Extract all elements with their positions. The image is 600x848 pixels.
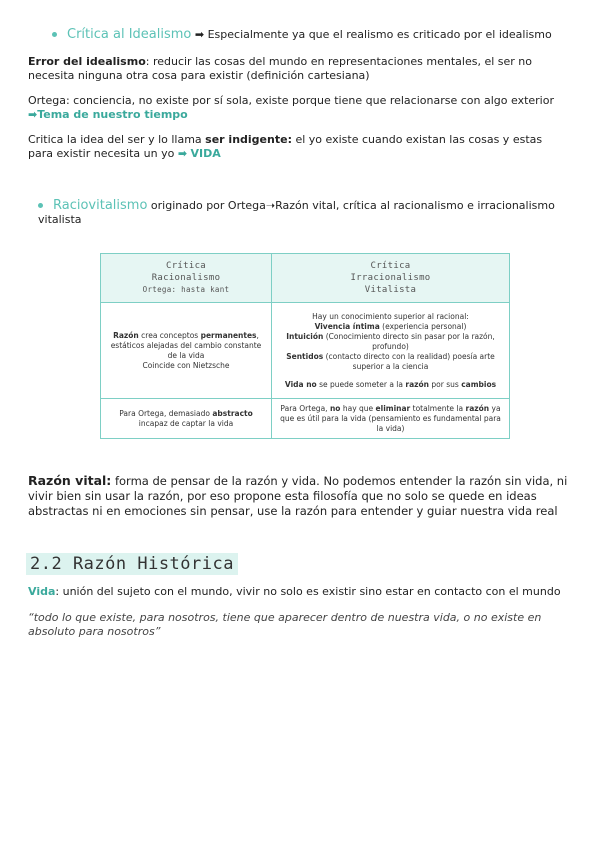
vida-text: : unión del sujeto con el mundo, vivir no solo es existir sino estar en contacto con el mundo [55, 585, 561, 598]
razon-label: Razón vital: [28, 473, 112, 488]
bullet-title: Crítica al Idealismo [67, 27, 192, 42]
cell-text: Hay un conocimiento superior al racional: [312, 311, 469, 321]
cell-bold: Vida no [284, 379, 317, 389]
table-row [101, 399, 510, 439]
ortega-link: Tema de nuestro tiempo [37, 108, 188, 121]
arrow-right-icon: ➡ [194, 28, 205, 41]
cell-text: totalmente la [412, 403, 464, 413]
ortega-text: Ortega: conciencia, no existe por sí sola, existe porque tiene que relacionarse con algo exterior [28, 94, 554, 107]
cell-text: incapaz de captar la vida [138, 418, 234, 428]
razon-text: forma de pensar de la razón y vida. No podemos entender la razón sin vida, ni vivir bien sin usar la razón, por eso propone esta filosofía que no solo se quede en ideas abstractas ni en emociones sin pensar, use la razón para entender y guiar nuestra vida real [28, 474, 568, 518]
bullet-text: originado por Ortega [150, 199, 266, 212]
bullet-dot [52, 32, 57, 37]
header-line: Ortega: hasta kant [142, 285, 230, 294]
bullet-title: Raciovitalismo [53, 198, 148, 213]
cell-text: (Conocimiento directo sin pasar por la razón, profundo) [325, 331, 495, 351]
table-cell [272, 399, 510, 439]
critica-paragraph [28, 133, 563, 161]
cell-text: (contacto directo con la realidad) poesía arte superior a la ciencia [325, 351, 495, 371]
error-label: Error del idealismo [28, 55, 146, 68]
header-line: Racionalismo [151, 273, 221, 283]
cell-text: Coincide con Nietzsche [142, 360, 230, 370]
cell-text: hay que [342, 403, 374, 413]
error-idealismo-paragraph [28, 55, 576, 83]
critica-vida: VIDA [190, 147, 221, 160]
critica-post: el yo existe cuando existan las cosas y estas para existir necesita un yo [28, 133, 543, 160]
table-cell [272, 303, 510, 399]
header-line: Crítica [165, 261, 207, 271]
criticas-table [100, 253, 510, 439]
cell-bold: cambios [461, 379, 497, 389]
section-title: 2.2 Razón Histórica [26, 553, 238, 575]
cell-bold: no [329, 403, 341, 413]
cell-bold: Sentidos [286, 351, 324, 361]
cell-text: Para Ortega, [280, 403, 328, 413]
cell-bold: Razón [113, 330, 139, 340]
cell-bold: razón [465, 403, 490, 413]
cell-text: por sus [431, 379, 459, 389]
arrow-right-icon: ➡ [28, 108, 38, 121]
header-line: Crítica [370, 261, 411, 271]
quote-paragraph: “todo lo que existe, para nosotros, tiene que aparecer dentro de nuestra vida, o no existe en absoluto para nosotros” [28, 611, 542, 638]
cell-bold: razón [405, 379, 430, 389]
critica-pre: Critica la idea del ser y lo llama [28, 133, 202, 146]
cell-bold: Intuición [286, 331, 324, 341]
table-row [101, 303, 510, 399]
header-line: Irracionalismo [350, 273, 431, 283]
vida-label: Vida [28, 585, 56, 598]
cell-bold: Vivencia íntima [314, 321, 380, 331]
cell-bold: permanentes [200, 330, 257, 340]
table-header-irracionalismo [272, 254, 510, 303]
bullet-dot [38, 203, 43, 208]
cell-line [276, 352, 505, 372]
header-line: Vitalista [364, 285, 417, 295]
cell-text: ya que es útil para la vida (pensamiento es fundamental para la vida) [280, 403, 501, 433]
bullet-text-2: Razón vital, crítica al racionalismo e irracionalismo vitalista [38, 199, 555, 226]
bullet-critica-idealismo [52, 28, 572, 42]
cell-line [276, 332, 505, 352]
cell-line [276, 380, 505, 390]
cell-bold: eliminar [375, 403, 411, 413]
ortega-paragraph [28, 94, 576, 122]
error-text: : reducir las cosas del mundo en representaciones mentales, el ser no necesita ninguna otra cosa para existir (definición cartesiana) [28, 55, 532, 82]
razon-vital-paragraph [28, 473, 576, 519]
vida-paragraph [28, 585, 576, 599]
critica-bold: ser indigente: [205, 133, 292, 146]
table-cell [101, 303, 272, 399]
cell-text: crea conceptos [141, 330, 199, 340]
arrow-right-icon: ➡ [177, 147, 188, 160]
table-cell [101, 399, 272, 439]
cell-text: Para Ortega, demasiado [119, 408, 210, 418]
cell-text: , estáticos alejadas del cambio constante de la vida [110, 330, 262, 360]
cell-text: se puede someter a la [319, 379, 403, 389]
table-header-row [101, 254, 510, 303]
arrow-right-icon: ➝ [265, 199, 276, 212]
table-header-racionalismo [101, 254, 272, 303]
cell-line [276, 322, 505, 332]
bullet-raciovitalismo [38, 199, 568, 227]
cell-bold: abstracto [212, 408, 253, 418]
bullet-text: Especialmente ya que el realismo es criticado por el idealismo [207, 28, 552, 41]
cell-text: (experiencia personal) [382, 321, 467, 331]
